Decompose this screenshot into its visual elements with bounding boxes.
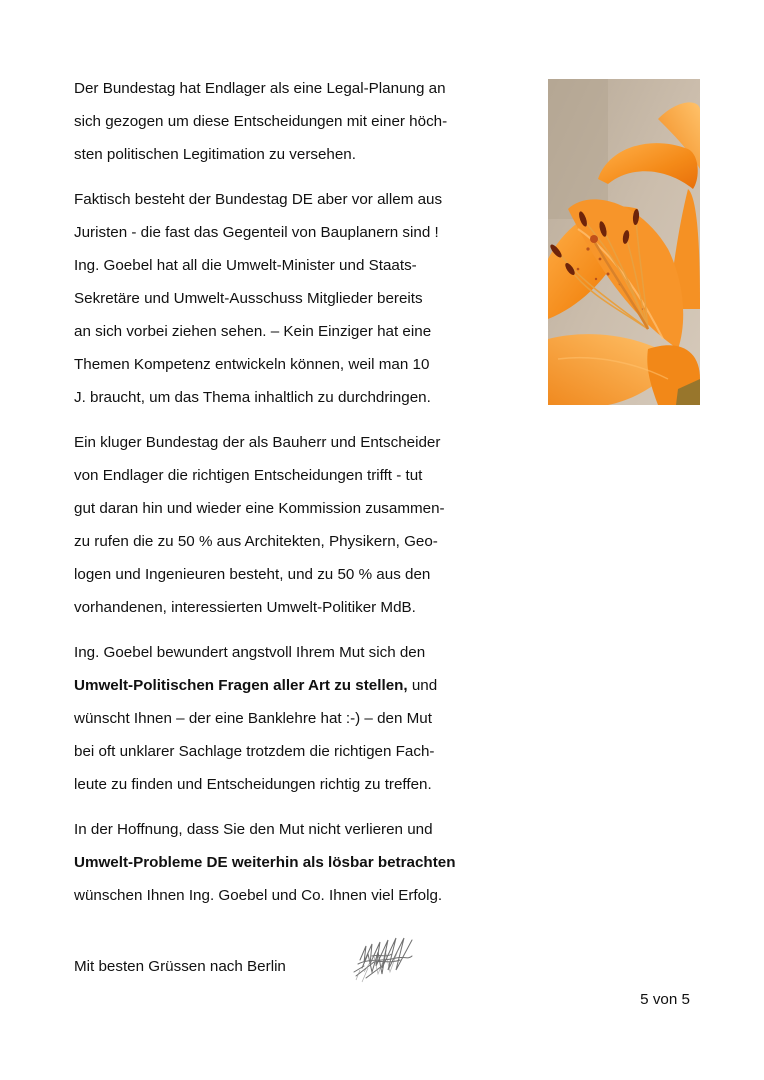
text-line-mixed — [74, 669, 514, 702]
text-line: Ing. Goebel hat all die Umwelt-Minister und Staats- — [74, 257, 417, 274]
text-line: Ing. Goebel bewundert angstvoll Ihrem Mut sich den — [74, 644, 426, 661]
text-line: an sich vorbei ziehen sehen. – Kein Einziger hat eine — [74, 323, 432, 340]
text-line: sich gezogen um diese Entscheidungen mit einer höch- — [74, 113, 448, 130]
closing-greeting: Mit besten Grüssen nach Berlin — [74, 958, 286, 975]
lily-photo-icon — [548, 79, 700, 405]
text-line: gut daran hin und wieder eine Kommission zusammen- — [74, 500, 445, 517]
signature-scribble — [352, 932, 420, 984]
text-line: Themen Kompetenz entwickeln können, weil man 10 — [74, 356, 430, 373]
paragraph-1 — [74, 72, 514, 171]
text-line: Der Bundestag hat Endlager als eine Legal-Planung an — [74, 80, 446, 97]
letter-body — [74, 72, 514, 924]
lily-photo — [548, 79, 700, 405]
text-line: Sekretäre und Umwelt-Ausschuss Mitglieder bereits — [74, 290, 423, 307]
text-line: logen und Ingenieuren besteht, und zu 50 % aus den — [74, 566, 431, 583]
bold-phrase: Umwelt-Probleme DE weiterhin als lösbar betrachten — [74, 854, 456, 871]
bold-phrase: Umwelt-Politischen Fragen aller Art zu stellen, — [74, 677, 408, 694]
text-line: von Endlager die richtigen Entscheidungen trifft - tut — [74, 467, 423, 484]
paragraph-5 — [74, 813, 514, 912]
text-line: bei oft unklarer Sachlage trotzdem die richtigen Fach- — [74, 743, 435, 760]
text-fragment: und — [407, 677, 438, 694]
signature-scribble-icon — [352, 932, 420, 984]
text-line: J. braucht, um das Thema inhaltlich zu durchdringen. — [74, 389, 431, 406]
text-line: Ein kluger Bundestag der als Bauherr und Entscheider — [74, 434, 441, 451]
text-line: sten politischen Legitimation zu versehen. — [74, 146, 356, 163]
text-line-bold — [74, 846, 514, 879]
text-line: vorhandenen, interessierten Umwelt-Politiker MdB. — [74, 599, 416, 616]
text-line: Faktisch besteht der Bundestag DE aber vor allem aus — [74, 191, 443, 208]
text-line: zu rufen die zu 50 % aus Architekten, Physikern, Geo- — [74, 533, 438, 550]
text-line: wünschen Ihnen Ing. Goebel und Co. Ihnen viel Erfolg. — [74, 887, 443, 904]
page-number: 5 von 5 — [640, 991, 690, 1008]
text-line: wünscht Ihnen – der eine Banklehre hat :-) – den Mut — [74, 710, 432, 727]
text-line: Juristen - die fast das Gegenteil von Bauplanern sind ! — [74, 224, 439, 241]
paragraph-4 — [74, 636, 514, 801]
text-line: In der Hoffnung, dass Sie den Mut nicht verlieren und — [74, 821, 433, 838]
paragraph-2 — [74, 183, 514, 414]
paragraph-3 — [74, 426, 514, 624]
text-line: leute zu finden und Entscheidungen richtig zu treffen. — [74, 776, 432, 793]
